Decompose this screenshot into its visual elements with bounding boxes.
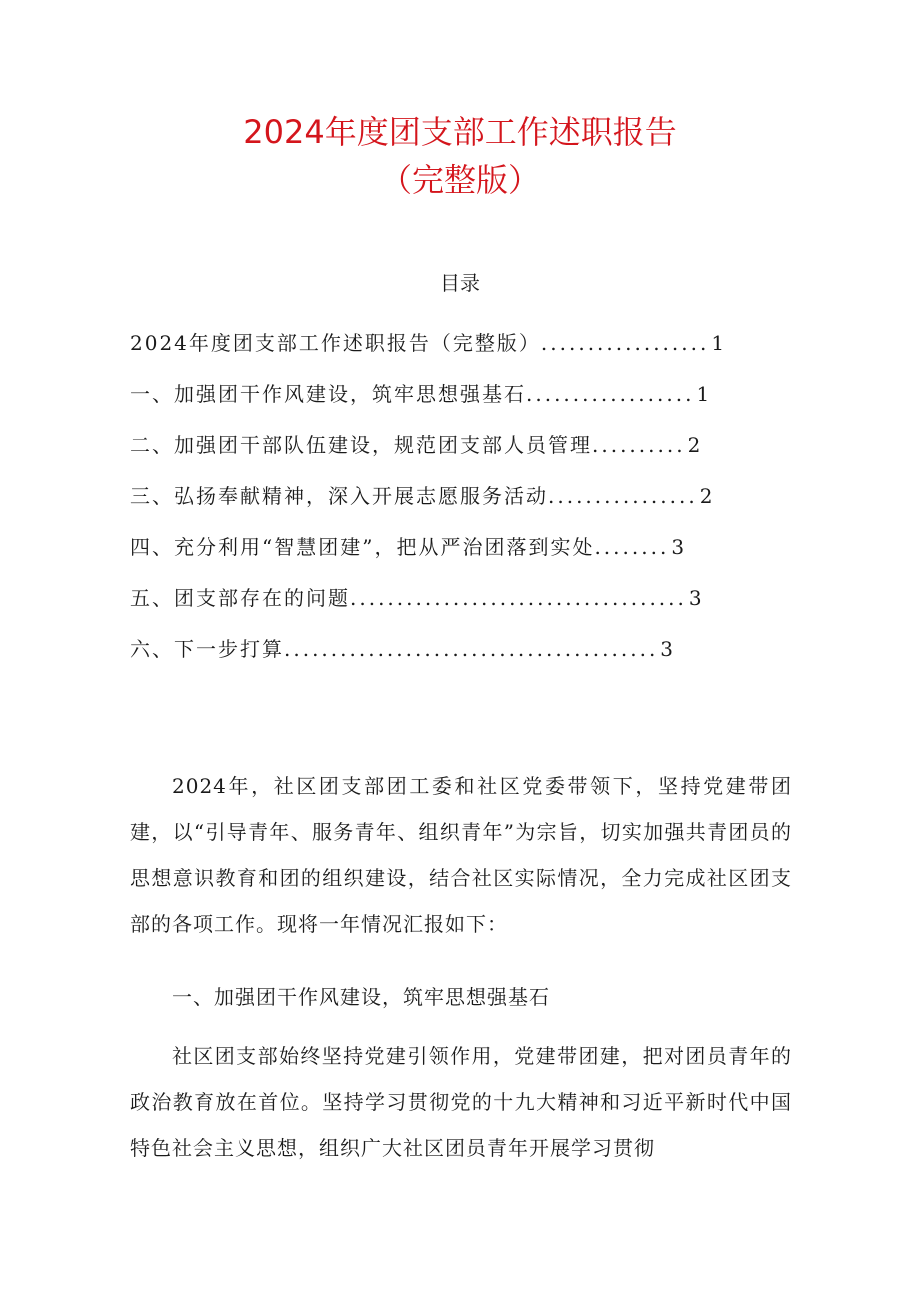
toc-leader-dots: ........................................: [284, 636, 659, 661]
body-paragraph: 社区团支部始终坚持党建引领作用，党建带团建，把对团员青年的政治教育放在首位。坚持学习贯彻党的十九大精神和习近平新时代中国特色社会主义思想，组织广大社区团员青年开展学习贯彻: [130, 1044, 792, 1160]
toc-entry-text: 2024年度团支部工作述职报告（完整版）: [130, 330, 541, 355]
toc-page-number: 2: [699, 483, 713, 508]
toc-entry[interactable]: [130, 419, 780, 470]
toc-page-number: 1: [696, 381, 710, 406]
toc-entry-text: 六、下一步打算: [130, 636, 284, 661]
table-of-contents: [130, 317, 780, 674]
toc-entry[interactable]: [130, 317, 780, 368]
toc-entry-text: 五、团支部存在的问题: [130, 585, 350, 610]
toc-entry-text: 三、弘扬奉献精神，深入开展志愿服务活动: [130, 483, 548, 508]
toc-leader-dots: ..................: [526, 381, 695, 406]
toc-entry[interactable]: [130, 470, 780, 521]
toc-entry[interactable]: [130, 572, 780, 623]
toc-page-number: 1: [711, 330, 725, 355]
toc-leader-dots: ..................: [540, 330, 710, 355]
section-heading: 一、加强团干作风建设，筑牢思想强基石: [172, 985, 550, 1009]
toc-leader-dots: ........: [594, 534, 670, 559]
toc-page-number: 3: [671, 534, 685, 559]
toc-heading: 目录: [440, 271, 480, 295]
toc-entry[interactable]: [130, 623, 780, 674]
toc-entry-text: 四、充分利用“智慧团建”，把从严治团落到实处: [130, 534, 595, 559]
toc-leader-dots: ................: [548, 483, 698, 508]
intro-paragraph: 2024年，社区团支部团工委和社区党委带领下，坚持党建带团建，以“引导青年、服务青年、组织青年”为宗旨，切实加强共青团员的思想意识教育和团的组织建设，结合社区实际情况，全力完成社区团支部的各项工作。现将一年情况汇报如下：: [130, 774, 792, 936]
toc-page-number: 3: [688, 585, 702, 610]
toc-leader-dots: ....................................: [350, 585, 687, 610]
toc-entry[interactable]: [130, 521, 780, 572]
toc-entry[interactable]: [130, 368, 780, 419]
document-title: 2024年度团支部工作述职报告: [243, 113, 677, 151]
toc-page-number: 3: [660, 636, 674, 661]
document-subtitle: （完整版）: [379, 161, 540, 199]
toc-entry-text: 一、加强团干作风建设，筑牢思想强基石: [130, 381, 526, 406]
toc-entry-text: 二、加强团干部队伍建设，规范团支部人员管理: [130, 432, 592, 457]
toc-leader-dots: ..........: [592, 432, 686, 457]
toc-page-number: 2: [687, 432, 701, 457]
